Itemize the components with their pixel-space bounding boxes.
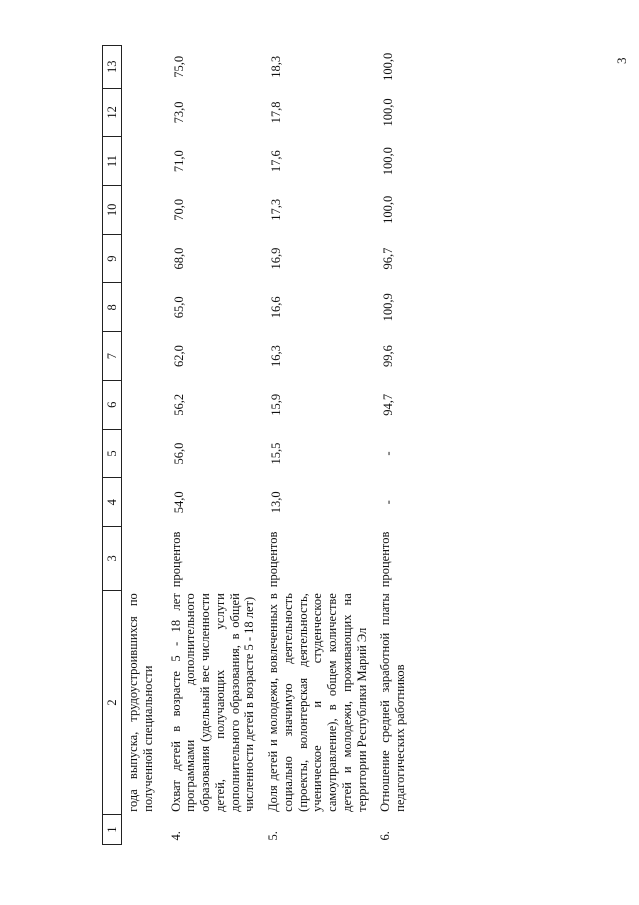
row-index — [122, 815, 166, 845]
indicator-name: года выпуска, трудоустроившихся по полученной специальности — [126, 593, 155, 812]
row-index: 6. — [378, 831, 393, 841]
column-header: 7 — [103, 332, 122, 381]
column-header: 8 — [103, 283, 122, 332]
value-cell: 73,0 — [171, 101, 186, 124]
indicators-table — [102, 45, 414, 845]
value-cell: - — [381, 500, 396, 505]
value-cell: 100,0 — [381, 195, 396, 224]
value-cell: 100,0 — [381, 147, 396, 176]
value-cell: - — [381, 451, 396, 456]
row-index: 5. — [266, 831, 280, 841]
column-header: 12 — [103, 88, 122, 137]
page-number: 3 — [614, 57, 629, 64]
column-header: 13 — [103, 46, 122, 89]
value-cell: 94,7 — [381, 393, 396, 416]
value-cell: 15,9 — [269, 393, 283, 416]
header-row — [103, 46, 122, 845]
value-cell: 96,7 — [381, 247, 396, 270]
row-index: 4. — [168, 831, 183, 841]
column-header: 11 — [103, 137, 122, 186]
value-cell — [122, 88, 166, 137]
value-cell: 17,8 — [269, 101, 283, 124]
value-cell: 62,0 — [171, 345, 186, 367]
indicator-unit — [122, 527, 166, 591]
column-header: 3 — [103, 527, 122, 591]
value-cell — [122, 380, 166, 429]
value-cell — [122, 234, 166, 283]
indicator-unit: процентов — [378, 531, 393, 588]
indicator-name: Отношение средней заработной платы педагогических работников — [378, 593, 407, 812]
table-row — [122, 46, 166, 845]
value-cell: 16,6 — [269, 296, 283, 319]
value-cell: 17,6 — [269, 150, 283, 173]
table-row — [263, 46, 375, 845]
value-cell: 70,0 — [171, 198, 186, 221]
rotated-table-container — [102, 45, 639, 845]
value-cell: 100,0 — [381, 98, 396, 127]
value-cell: 54,0 — [171, 491, 186, 514]
column-header: 9 — [103, 234, 122, 283]
value-cell: 13,0 — [269, 491, 283, 514]
value-cell — [122, 283, 166, 332]
column-header: 6 — [103, 380, 122, 429]
value-cell: 56,0 — [171, 442, 186, 465]
value-cell — [122, 137, 166, 186]
column-header: 4 — [103, 478, 122, 527]
value-cell: 100,9 — [381, 293, 396, 322]
value-cell — [122, 332, 166, 381]
value-cell: 18,3 — [269, 55, 283, 78]
value-cell: 16,3 — [269, 345, 283, 367]
column-header: 10 — [103, 185, 122, 234]
value-cell: 56,2 — [171, 393, 186, 416]
value-cell: 68,0 — [171, 247, 186, 270]
value-cell: 100,0 — [381, 52, 396, 81]
value-cell: 71,0 — [171, 150, 186, 173]
value-cell: 75,0 — [171, 55, 186, 78]
table-row — [166, 46, 264, 845]
value-cell — [122, 185, 166, 234]
value-cell: 16,9 — [269, 247, 283, 270]
indicator-name: Охват детей в возрасте 5 - 18 лет программами дополнительного образования (удельный вес численности детей, получающих услуги дополнительного образования, в общей численности детей в возрасте 5 - 18 лет) — [168, 593, 257, 812]
value-cell: 65,0 — [171, 296, 186, 319]
value-cell: 99,6 — [381, 345, 396, 367]
column-header: 5 — [103, 429, 122, 478]
value-cell — [122, 478, 166, 527]
value-cell: 15,5 — [269, 442, 283, 465]
value-cell — [122, 429, 166, 478]
table-row — [375, 46, 414, 845]
column-header: 1 — [103, 815, 122, 845]
value-cell: 17,3 — [269, 198, 283, 221]
value-cell — [122, 46, 166, 89]
indicator-unit: процентов — [266, 531, 280, 588]
indicator-unit: процентов — [168, 531, 183, 588]
indicator-name: Доля детей и молодежи, вовлеченных в социально значимую деятельность (проекты, волонтерская деятельность, ученическое и студенческое самоуправление), в общем количестве детей и молодежи, проживающих на территории Республики Марий Эл — [266, 593, 369, 812]
column-header: 2 — [103, 590, 122, 815]
